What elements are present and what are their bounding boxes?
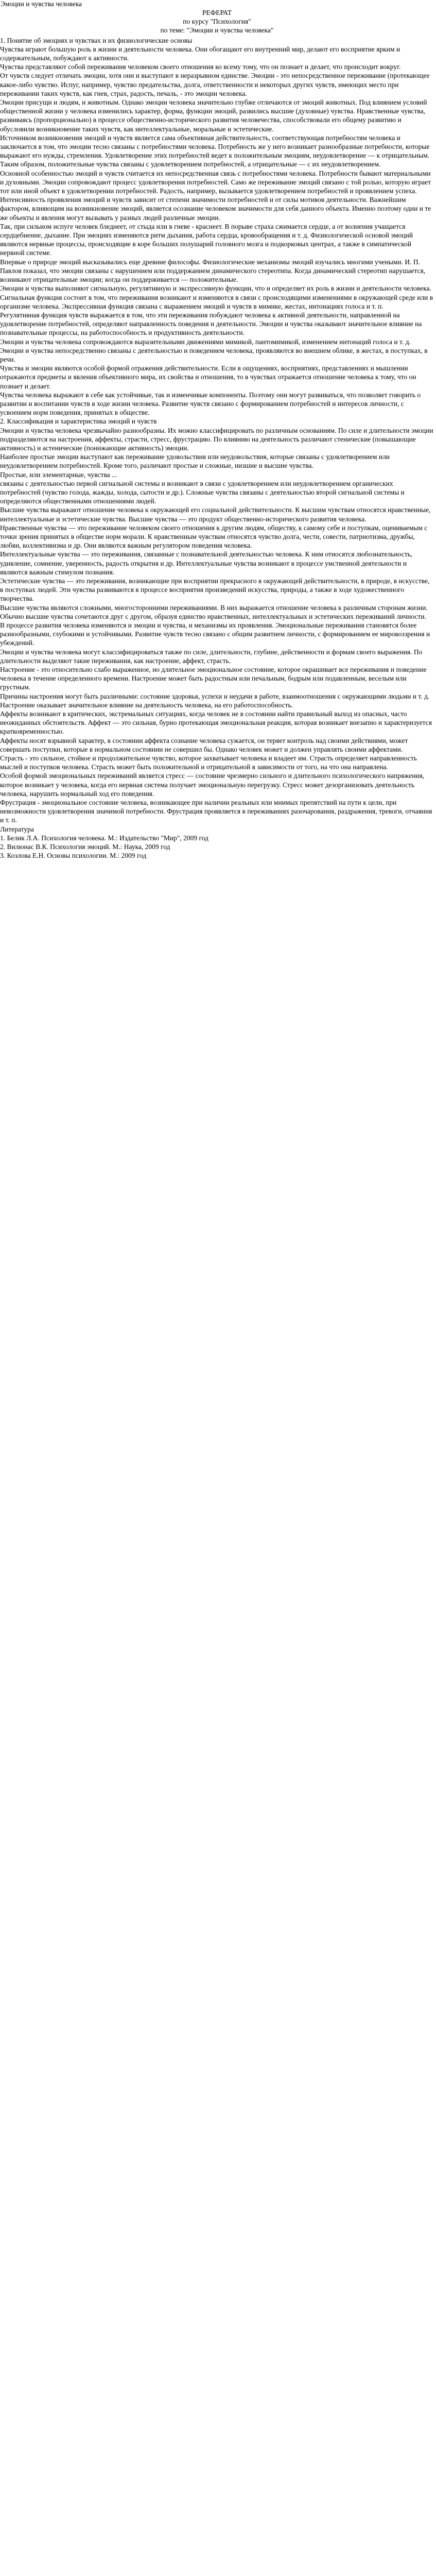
paragraph: Эмоции и чувства человека могут классифицироваться также по силе, длительности, глубине, действенности и формам своего выражения. По длительности выделяют такие переживания, как настроение, аффект, страсть. bbox=[0, 648, 423, 665]
paragraph: Простые, или элементарные, чувства ... bbox=[0, 470, 117, 479]
paragraph: 1. Белик Л.А. Психология человека. М.: Издательство "Мир", 2009 год bbox=[0, 834, 208, 842]
paragraph: Впервые о природе эмоций высказывались еще древние философы. Физиологические механизмы эмоций изучались многими учеными. И. П. Павлов показал, что эмоции связаны с нарушением или поддержанием динамического стереотипа. Когда динамический стереотип нарушается, возникают отрицательные эмоции; когда он поддерживается — положительные. bbox=[0, 258, 426, 284]
paragraph: Страсть - это сильное, стойкое и продолжительное чувство, которое захватывает человека и владеет им. Страсть определяет направленность мыслей и поступков человека. Страсть может быть положительной и отрицательной в зависимости от того, на что она направлена. bbox=[0, 754, 417, 771]
document-body bbox=[0, 36, 434, 860]
paragraph: Чувства играют большую роль в жизни и деятельности человека. Они обогащают его внутренний мир, делают его восприятие ярким и содержательным, побуждают к активности. bbox=[0, 45, 400, 62]
paragraph: 1. Понятие об эмоциях и чувствах и их физиологические основы bbox=[0, 36, 193, 44]
paragraph: Причины настроения могут быть различными: состояние здоровья, успехи и неудачи в работе, взаимоотношения с окружающими людьми и т. д. Настроение оказывает значительное влияние на деятельность человека, на его работоспособность. bbox=[0, 692, 430, 709]
paragraph: Высшие чувства выражают отношение человека к окружающей его социальной действительности. К высшим чувствам относятся нравственные, интеллектуальные и эстетические чувства. Высшие чувства — это продукт общественно-исторического развития человека. bbox=[0, 506, 431, 523]
doc-topic: по теме: "Эмоции и чувства человека" bbox=[160, 26, 274, 35]
paragraph: Аффекты носят взрывной характер, в состоянии аффекта сознание человека сужается, он теряет контроль над своими действиями, может совершать поступки, которые в нормальном состоянии не совершил бы. Однако человек может и должен управлять своими аффектами. bbox=[0, 736, 408, 753]
doc-type: РЕФЕРАТ bbox=[202, 9, 232, 16]
paragraph: Интенсивность проявления эмоций и чувств зависит от степени значимости потребностей и от силы мотивов деятельности. Важнейшим фактором, влияющим на возникновение эмоций, является осознание человеком значимости для себя данного объекта. Именно поэтому одни и те же объекты и явления могут вызывать у разных людей различные эмоции. bbox=[0, 196, 431, 222]
paragraph: Чувства представляют собой переживания человеком своего отношения ко всему тому, что он познает и делает, что происходит вокруг. bbox=[0, 63, 401, 71]
paragraph: Так, при сильном испуге человек бледнеет, от стыда или в гневе - краснеет. В порыве страха сжимается сердце, а от волнения учащается сердцебиение, дыхание. При эмоциях изменяются ритм дыхания, работа сердца, кровообращения и т. д. Физиологической основой эмоций являются нервные процессы, происходящие в коре больших полушарий головного мозга и подкорковых центрах, а также в симпатической нервной системе. bbox=[0, 222, 413, 257]
paragraph: Регулятивная функция чувств выражается в том, что эти переживания побуждают человека к активной деятельности, направленной на удовлетворение потребностей, определяют направленность поведения и деятельности. Эмоции и чувства оказывают значительное влияние на познавательные процессы, на работоспособность и продуктивность деятельности. bbox=[0, 311, 422, 337]
paragraph: Интеллектуальные чувства — это переживания, связанные с познавательной деятельностью человека. К ним относятся любознательность, удивление, сомнение, уверенность, радость открытия и др. Интеллектуальные чувства возникают в процессе умственной деятельности и являются важным стимулом познания. bbox=[0, 550, 413, 576]
paragraph: Наиболее простые эмоции выступают как переживание удовольствия или неудовольствия, которые связаны с удовлетворением или неудовлетворением потребностей. Кроме того, различают простые и сложные, низшие и высшие чувства. bbox=[0, 453, 390, 470]
paragraph: Фрустрация - эмоциональное состояние человека, возникающее при наличии реальных или мнимых препятствий на пути к цели, при невозможности удовлетворения значимой потребности. Фрустрация проявляется в переживаниях разочарования, раздражения, тревоги, отчаяния и т. п. bbox=[0, 799, 432, 824]
document-header bbox=[0, 8, 434, 35]
paragraph: Литература bbox=[0, 825, 34, 833]
paragraph: Источником возникновения эмоций и чувств является сама объективная действительность, соответствующая потребностям человека и заключается в том, что эмоции тесно связаны с потребностями человека. Потребность же у него возникает разнообразные потребности, которые выражают его нужды, стремления. Удовлетворение этих потребностей ведет к положительным эмоциям, неудовлетворение — к отрицательным. Таким образом, положительные чувства связаны с удовлетворением потребностей, а отрицательные — с их неудовлетворением. bbox=[0, 133, 430, 168]
paragraph: связаны с деятельностью первой сигнальной системы и возникают в связи с удовлетворением или неудовлетворением органических потребностей (чувство голода, жажды, холода, сытости и др.). Сложные чувства связаны с деятельностью второй сигнальной системы и определяются общественными отношениями людей. bbox=[0, 479, 405, 505]
paragraph: Высшие чувства являются сложными, многосторонними переживаниями. В них выражается отношение человека к различным сторонам жизни. Обычно высшие чувства сочетаются друг с другом, образуя единство нравственных, интеллектуальных и эстетических переживаний личности. bbox=[0, 603, 428, 620]
paragraph: Эстетические чувства — это переживания, возникающие при восприятии прекрасного в окружающей действительности, в природе, в искусстве, в поступках людей. Эти чувства развиваются в процессе восприятия произведений искусства, природы, а также в ходе художественного творчества. bbox=[0, 577, 430, 603]
paragraph: Чувства и эмоции являются особой формой отражения действительности. Если в ощущениях, восприятиях, представлениях и мышлении отражаются предметы и явления объективного мира, их свойства и отношения, то в чувствах отражается отношение человека к тому, что он познает и делает. bbox=[0, 364, 416, 390]
document-title: Эмоции и чувства человека bbox=[1, 0, 82, 8]
paragraph: Аффекты возникают в критических, экстремальных ситуациях, когда человек не в состоянии найти правильный выход из опасных, часто неожиданных обстоятельств. Аффект — это сильная, бурно протекающая эмоциональная реакция, которая возникает внезапно и характеризуется кратковременностью. bbox=[0, 710, 432, 736]
paragraph: В процессе развития человека изменяются и эмоции и чувства, и механизмы их проявления. Эмоциональные переживания становятся более разнообразными, глубокими и устойчивыми. Развитие чувств тесно связано с общим развитием личности, с формированием ее мировоззрения и убеждений. bbox=[0, 621, 430, 647]
doc-course: по курсу "Психология" bbox=[183, 18, 251, 26]
paragraph: Особой формой эмоциональных переживаний является стресс — состояние чрезмерно сильного и длительного психологического напряжения, которое возникает у человека, когда его нервная система получает эмоциональную перегрузку. Стресс может дезорганизовать деятельность человека, нарушить нормальный ход его поведения. bbox=[0, 772, 425, 798]
paragraph: Эмоции присущи и людям, и животным. Однако эмоции человека значительно глубже отличаются от эмоций животных. Под влиянием условий общественной жизни у человека изменились характер, форма, функции эмоций, развились высшие (духовные) чувства. Нравственные чувства, развиваясь (пропорционально) в процессе общественно-исторического развития человечества, способствовали его общему развитию и обусловили возникновение таких чувств, как интеллектуальные, моральные и эстетические. bbox=[0, 98, 427, 133]
paragraph: Нравственные чувства — это переживание человеком своего отношения к другим людям, обществу, к самому себе и поступкам, оцениваемым с точки зрения принятых в обществе норм морали. К нравственным чувствам относятся чувство долга, чести, совести, патриотизма, дружбы, любви, коллективизма и др. Они являются важным регулятором поведения человека. bbox=[0, 523, 428, 550]
paragraph: Основной особенностью эмоций и чувств считается их непосредственная связь с потребностями человека. Потребности бывают материальными и духовными. Эмоции сопровождают процесс удовлетворения потребностей. Само же переживание эмоций связано с той ролью, которую играет тот или иной объект в удовлетворении потребностей. Радость, например, вызывается удовлетворением потребностей и проявлением успеха. bbox=[0, 169, 431, 195]
paragraph: Чувства человека выражают в себе как устойчивые, так и изменчивые компоненты. Поэтому они могут развиваться, что позволяет говорить о развитии и воспитании чувств в ходе жизни человека. Развитие чувств связано с формированием потребностей и интересов личности, с усвоением норм поведения, принятых в обществе. bbox=[0, 391, 421, 417]
paragraph: Эмоции и чувства человека сопровождаются выразительными движениями мимикой, пантомимикой, изменением интонаций голоса и т. д. Эмоции и чувства непосредственно связаны с деятельностью и поведением человека, проявляются во внешнем облике, в жестах, в поступках, в речи. bbox=[0, 337, 428, 363]
paragraph: От чувств следует отличать эмоции, хотя они и выступают в неразрывном единстве. Эмоции - это непосредственное переживание (протекающее какое-либо чувство. Испуг, например, чувство предательства, долга, ответственности и некоторых других чувств, имеющих место при переживании таких чувств, как гнев, страх, радость, печаль, - это эмоции человека. bbox=[0, 72, 430, 97]
paragraph: Настроение - это относительно слабо выраженное, но длительное эмоциональное состояние, которое окрашивает все переживания и поведение человека в течение определенного времени. Настроение может быть радостным или печальным, бодрым или подавленным, веселым или грустным. bbox=[0, 666, 427, 691]
paragraph: Эмоции и чувства человека чрезвычайно разнообразны. Их можно классифицировать по различным основаниям. По силе и длительности эмоции подразделяются на настроения, аффекты, страсти, стресс, фрустрацию. По влиянию на деятельность различают стенические (повышающие активность) и астенические (понижающие активность) эмоции. bbox=[0, 426, 433, 452]
paragraph: Эмоции и чувства выполняют сигнальную, регулятивную и экспрессивную функции, что и определяет их роль в жизни и деятельности человека. Сигнальная функция состоит в том, что переживания возникают и изменяются в связи с происходящими изменениями в окружающей среде или в организме человека. Экспрессивная функция связана с выражением эмоций и чувств в мимике, жестах, интонациях голоса и т. п. bbox=[0, 284, 433, 310]
paragraph: 2. Классификация и характеристика эмоций и чувств bbox=[0, 417, 157, 426]
paragraph: 2. Вилюнас В.К. Психология эмоций. М.: Наука, 2009 год bbox=[0, 843, 170, 851]
paragraph: 3. Козлова Е.Н. Основы психологии. М.: 2009 год bbox=[0, 852, 147, 860]
